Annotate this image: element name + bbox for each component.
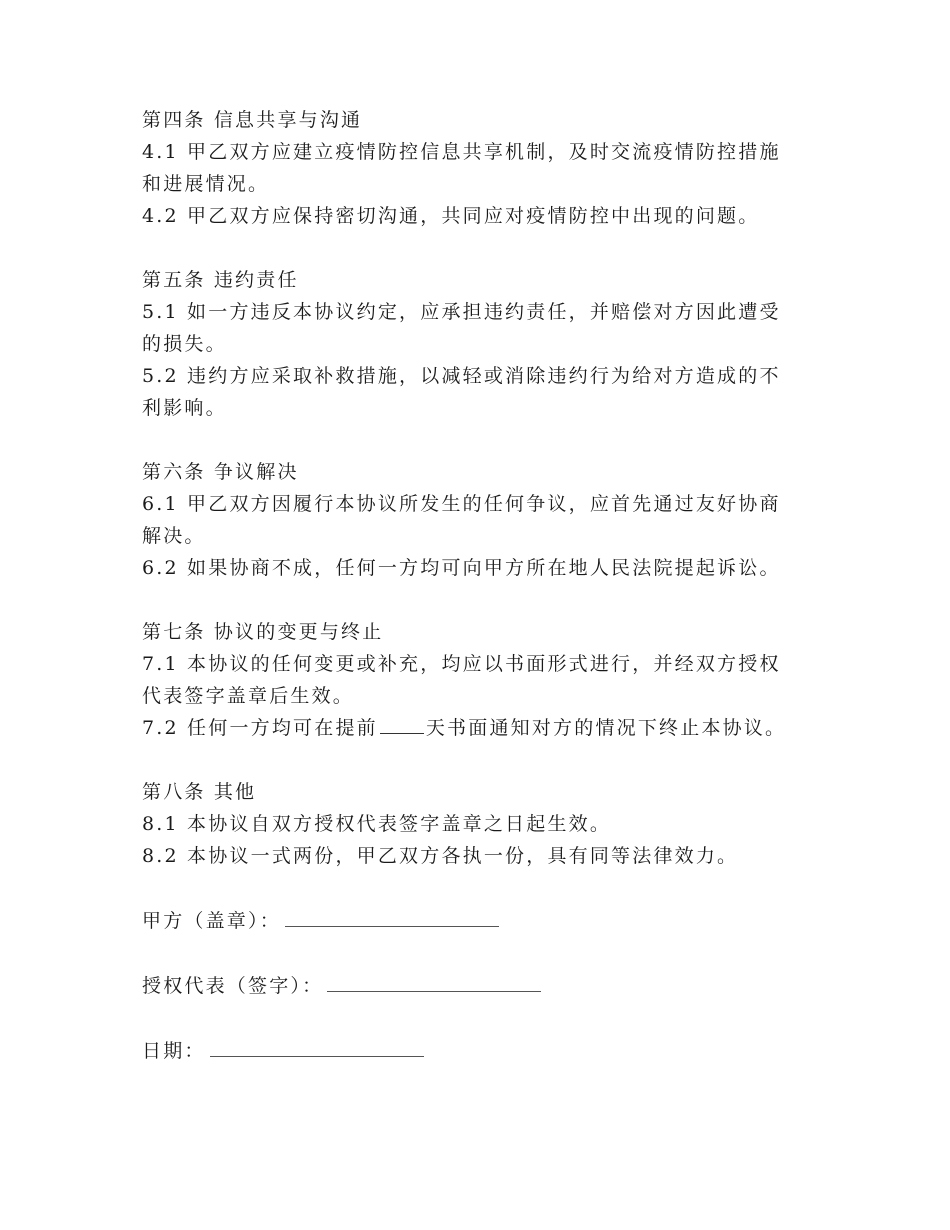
clause-7-2 (142, 712, 802, 744)
clause-4-2: 4.2 甲乙双方应保持密切沟通，共同应对疫情防控中出现的问题。 (142, 205, 760, 227)
spacer (142, 1002, 802, 1035)
article-5-title: 第五条 违约责任 (142, 269, 299, 291)
clause-6-1-line-1: 6.1 甲乙双方因履行本协议所发生的任何争议，应首先通过友好协商 (142, 493, 781, 515)
clause-6-2: 6.2 如果协商不成，任何一方均可向甲方所在地人民法院提起诉讼。 (142, 557, 781, 579)
spacer (142, 744, 802, 776)
clause-7-2-before: 7.2 任何一方均可在提前 (142, 717, 378, 739)
article-4-title: 第四条 信息共享与沟通 (142, 109, 363, 131)
clause-5-2-line-1: 5.2 违约方应采取补救措施，以减轻或消除违约行为给对方造成的不 (142, 365, 781, 387)
article-6-title: 第六条 争议解决 (142, 461, 299, 483)
clause-7-1-line-1: 7.1 本协议的任何变更或补充，均应以书面形式进行，并经双方授权 (142, 653, 781, 675)
representative-signature-blank (327, 971, 541, 992)
party-a-label: 甲方（盖章）： (142, 910, 281, 932)
article-7-title: 第七条 协议的变更与终止 (142, 621, 384, 643)
clause-5-1-line-2: 的损失。 (142, 333, 227, 355)
notice-days-blank (380, 715, 424, 734)
clause-6-1-line-2: 解决。 (142, 525, 206, 547)
spacer (142, 584, 802, 616)
date-row (142, 1035, 802, 1067)
article-8-title: 第八条 其他 (142, 781, 257, 803)
spacer (142, 872, 802, 905)
contract-page (142, 104, 802, 1067)
clause-4-1-line-2: 和进展情况。 (142, 173, 270, 195)
clause-5-1-line-1: 5.1 如一方违反本协议约定，应承担违约责任，并赔偿对方因此遭受 (142, 301, 781, 323)
representative-label: 授权代表（签字）： (142, 975, 324, 997)
party-a-signature-row (142, 905, 802, 937)
representative-signature-row (142, 970, 802, 1002)
clause-5-2-line-2: 利影响。 (142, 397, 227, 419)
party-a-seal-blank (285, 906, 499, 927)
clause-7-2-after: 天书面通知对方的情况下终止本协议。 (425, 717, 787, 739)
clause-8-2: 8.2 本协议一式两份，甲乙双方各执一份，具有同等法律效力。 (142, 845, 739, 867)
clause-4-1-line-1: 4.1 甲乙双方应建立疫情防控信息共享机制，及时交流疫情防控措施 (142, 141, 781, 163)
date-label: 日期： (142, 1040, 206, 1062)
spacer (142, 937, 802, 970)
clause-8-1: 8.1 本协议自双方授权代表签字盖章之日起生效。 (142, 813, 612, 835)
clause-7-1-line-2: 代表签字盖章后生效。 (142, 685, 355, 707)
date-blank (210, 1036, 424, 1057)
spacer (142, 232, 802, 264)
spacer (142, 424, 802, 456)
